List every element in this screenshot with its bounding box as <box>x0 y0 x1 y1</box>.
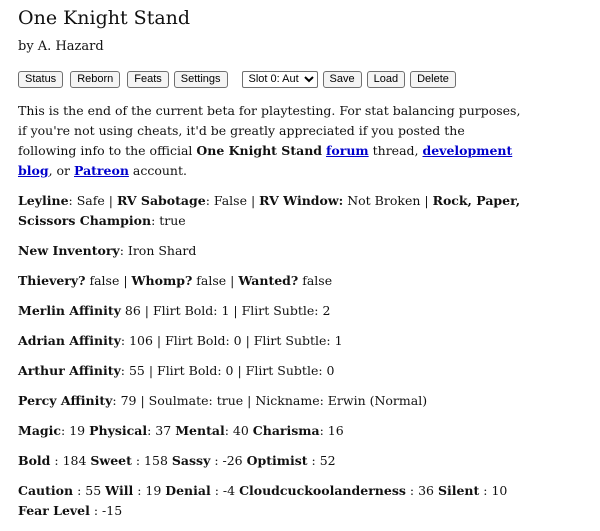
intro-text-1: This is the end of the current beta for playtesting. For stat balancing purposes, if you're not using cheats, it'd be greatly appreciated if you posted the following info to the official <box>18 103 521 158</box>
rps-champion-value: : true <box>151 213 186 228</box>
inventory-line <box>18 241 523 261</box>
cloudcuckoolanderness-value: : 36 <box>405 483 438 498</box>
sassy-label: Sassy <box>171 453 211 468</box>
patreon-link[interactable]: Patreon <box>74 163 129 178</box>
mental-value: : 40 <box>224 423 253 438</box>
leyline-value: : Safe | <box>68 193 117 208</box>
sweet-label: Sweet <box>90 453 132 468</box>
inventory-label: New Inventory <box>18 243 120 258</box>
arthur-affinity-label: Arthur Affinity <box>18 363 121 378</box>
optimist-value: : 52 <box>307 453 336 468</box>
silent-value: : 10 <box>479 483 508 498</box>
adrian-affinity-label: Adrian Affinity <box>18 333 121 348</box>
charisma-value: : 16 <box>319 423 344 438</box>
merlin-line <box>18 301 523 321</box>
magic-value: : 19 <box>61 423 90 438</box>
story-content <box>18 101 523 531</box>
whomp-value: false | <box>192 273 239 288</box>
development-blog-link[interactable]: development blog <box>18 143 513 178</box>
fear-level-value: : -15 <box>89 503 123 518</box>
caution-label: Caution <box>18 483 74 498</box>
charisma-label: Charisma <box>252 423 320 438</box>
load-button[interactable]: Load <box>367 71 405 88</box>
arthur-affinity-value: : 55 | Flirt Bold: 0 | Flirt Subtle: 0 <box>120 363 335 378</box>
forum-link[interactable]: forum <box>326 143 369 158</box>
rv-sabotage-label: RV Sabotage <box>116 193 206 208</box>
will-value: : 19 <box>133 483 166 498</box>
rv-window-value: Not Broken | <box>343 193 433 208</box>
percy-affinity-label: Percy Affinity <box>18 393 113 408</box>
intro-text-5: account. <box>128 163 187 178</box>
feats-button[interactable]: Feats <box>127 71 169 88</box>
toolbar <box>18 70 456 88</box>
save-slot-select[interactable] <box>242 71 318 88</box>
silent-label: Silent <box>437 483 480 498</box>
optimist-label: Optimist <box>246 453 308 468</box>
delete-button[interactable]: Delete <box>410 71 456 88</box>
cloudcuckoolanderness-label: Cloudcuckoolanderness <box>239 483 406 498</box>
settings-button[interactable]: Settings <box>174 71 228 88</box>
intro-text-3: thread, <box>368 143 423 158</box>
leyline-line <box>18 191 523 231</box>
traits-line <box>18 481 523 521</box>
denial-label: Denial <box>165 483 211 498</box>
bold-label: Bold <box>18 453 51 468</box>
status-button[interactable]: Status <box>18 71 63 88</box>
reborn-button[interactable]: Reborn <box>70 71 120 88</box>
game-name: One Knight Stand <box>196 143 323 158</box>
merlin-affinity-label: Merlin Affinity <box>18 303 121 318</box>
mental-label: Mental <box>175 423 225 438</box>
thievery-label: Thievery? <box>18 273 86 288</box>
save-button[interactable]: Save <box>323 71 362 88</box>
page-title: One Knight Stand <box>18 7 191 29</box>
physical-label: Physical <box>89 423 148 438</box>
sassy-value: : -26 <box>210 453 247 468</box>
bold-value: : 184 <box>50 453 91 468</box>
rps-champion-label: Rock, Paper, Scissors Champion <box>18 193 521 228</box>
adrian-line <box>18 331 523 351</box>
wanted-value: false <box>298 273 333 288</box>
whomp-label: Whomp? <box>131 273 193 288</box>
rv-sabotage-value: : False | <box>205 193 260 208</box>
will-label: Will <box>105 483 134 498</box>
adrian-affinity-value: : 106 | Flirt Bold: 0 | Flirt Subtle: 1 <box>120 333 343 348</box>
status-flags-line <box>18 271 523 291</box>
intro-paragraph <box>18 101 523 181</box>
attributes-line <box>18 421 523 441</box>
byline: by A. Hazard <box>18 39 104 54</box>
percy-line <box>18 391 523 411</box>
arthur-line <box>18 361 523 381</box>
merlin-affinity-value: 86 | Flirt Bold: 1 | Flirt Subtle: 2 <box>120 303 331 318</box>
intro-text-4: , or <box>48 163 74 178</box>
percy-affinity-value: : 79 | Soulmate: true | Nickname: Erwin (Normal) <box>112 393 428 408</box>
wanted-label: Wanted? <box>238 273 299 288</box>
denial-value: : -4 <box>210 483 240 498</box>
physical-value: : 37 <box>147 423 176 438</box>
personality-line <box>18 451 523 471</box>
sweet-value: : 158 <box>131 453 172 468</box>
magic-label: Magic <box>18 423 62 438</box>
leyline-label: Leyline <box>18 193 69 208</box>
rv-window-label: RV Window: <box>259 193 344 208</box>
thievery-value: false | <box>85 273 132 288</box>
caution-value: : 55 <box>73 483 106 498</box>
fear-level-label: Fear Level <box>18 503 90 518</box>
inventory-value: : Iron Shard <box>119 243 197 258</box>
